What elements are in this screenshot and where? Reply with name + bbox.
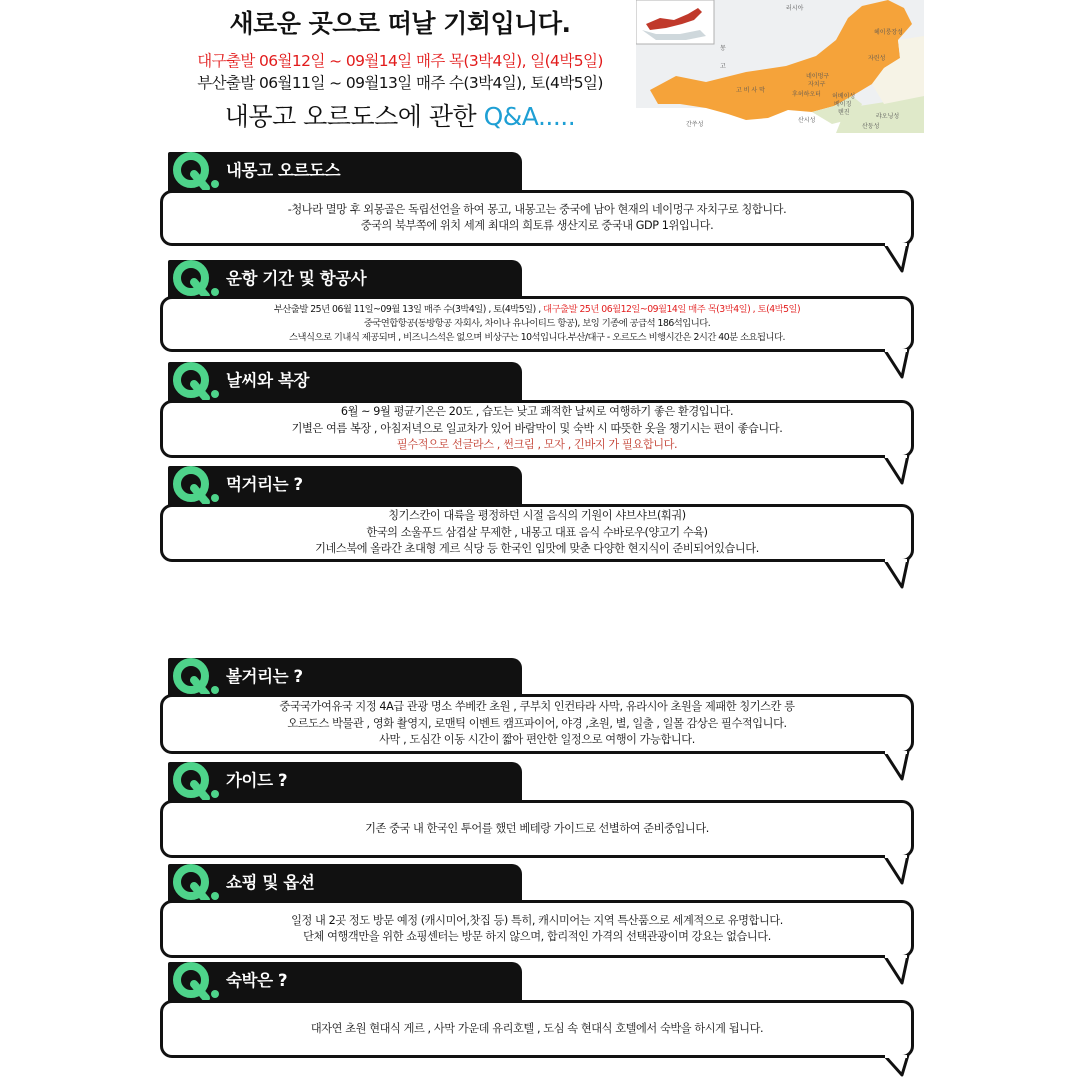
- answer-bubble: [160, 800, 914, 858]
- svg-text:러시아: 러시아: [786, 5, 804, 12]
- answer-line-highlight: 필수적으로 선글라스 , 썬크림 , 모자 , 긴바지 가 필요합니다.: [396, 438, 678, 452]
- question-tab: [168, 864, 522, 904]
- answer-line: 칭기스칸이 대륙을 평정하던 시절 음식의 기원이 샤브샤브(훠궈): [388, 509, 686, 523]
- qa-heading: [160, 97, 640, 133]
- question-title: 먹거리는 ?: [226, 475, 303, 494]
- answer-line: 사막 , 도심간 이동 시간이 짧아 편안한 일정으로 여행이 가능합니다.: [379, 733, 695, 747]
- answer-bubble: [160, 190, 914, 246]
- answer-line: 단체 여행객만을 위한 쇼핑센터는 방문 하지 않으며, 합리적인 가격의 선택관광이며 강요는 없습니다.: [303, 930, 771, 943]
- svg-text:간쑤성: 간쑤성: [686, 121, 704, 128]
- answer-line: 중국의 북부쪽에 위치 세계 최대의 희토류 생산지로 중국내 GDP 1위입니다.: [360, 219, 714, 232]
- svg-text:헤이룽장성: 헤이룽장성: [874, 29, 903, 36]
- busan-flight-text: 부산출발 25년 06월 11일~09월 13일 매주 수(3박4일) , 토(4박5일) ,: [273, 304, 544, 315]
- svg-text:네이멍구: 네이멍구: [806, 73, 830, 80]
- busan-schedule: 부산출발 06월11일 ~ 09월13일 매주 수(3박4일), 토(4박5일): [197, 74, 603, 92]
- question-tab: [168, 762, 522, 802]
- answer-line: 기존 중국 내 한국인 투어를 했던 베테랑 가이드로 선별하여 준비중입니다.: [365, 821, 709, 835]
- bubble-tail: [880, 559, 920, 591]
- question-title: 쇼핑 및 옵션: [226, 873, 315, 892]
- bubble-tail: [880, 751, 920, 783]
- question-tab: [168, 466, 522, 506]
- question-tab: [168, 962, 522, 1002]
- question-title: 날씨와 복장: [226, 371, 310, 390]
- q-icon: [172, 358, 220, 404]
- qa-heading-prefix: 내몽고 오르도스에 관한: [224, 102, 484, 131]
- header: [160, 0, 640, 133]
- answer-line: 기네스북에 올라간 초대형 게르 식당 등 한국인 입맛에 맞춘 다양한 현지식이 준비되어있습니다.: [315, 542, 759, 556]
- daegu-flight-text: 대구출발 25년 06월12일~09월14일 매주 목(3박4일) , 토(4박5일): [543, 304, 801, 315]
- bubble-tail: [880, 349, 920, 381]
- svg-text:자린성: 자린성: [868, 55, 886, 62]
- answer-bubble: [160, 400, 914, 458]
- svg-text:톈진: 톈진: [838, 109, 850, 116]
- answer-line: 6월 ~ 9월 평균기온은 20도 , 습도는 낮고 쾌적한 날씨로 여행하기 좋은 환경입니다.: [340, 405, 734, 419]
- question-tab: [168, 658, 522, 698]
- answer-bubble: [160, 296, 914, 352]
- answer-bubble: [160, 1000, 914, 1058]
- question-title: 가이드 ?: [226, 771, 288, 790]
- bubble-tail: [880, 1055, 920, 1077]
- answer-bubble: [160, 504, 914, 562]
- q-icon: [172, 958, 220, 1004]
- question-tab: [168, 260, 522, 300]
- question-title: 운항 기간 및 항공사: [226, 269, 367, 288]
- question-title: 볼거리는 ?: [226, 667, 303, 686]
- question-tab: [168, 152, 522, 192]
- svg-text:고: 고: [720, 63, 726, 70]
- inner-mongolia-map: [636, 0, 924, 133]
- page-title: 새로운 곳으로 떠날 기회입니다.: [229, 9, 571, 38]
- qa-heading-suffix: Q&A.....: [483, 102, 576, 131]
- svg-text:산둥성: 산둥성: [862, 123, 880, 130]
- svg-text:후허하오터: 후허하오터: [792, 91, 821, 98]
- bubble-tail: [880, 243, 920, 275]
- bubble-tail: [880, 855, 920, 887]
- answer-bubble: [160, 900, 914, 958]
- question-tab: [168, 362, 522, 402]
- answer-line: 스낵식으로 기내식 제공되며 , 비즈니스석은 없으며 비상구는 10석입니다.부산/대구 - 오르도스 비행시간은 2시간 40분 소요됩니다.: [289, 332, 785, 343]
- answer-line: 대자연 초원 현대식 게르 , 사막 가운데 유리호텔 , 도심 속 현대식 호텔에서 숙박을 하시게 됩니다.: [310, 1021, 764, 1035]
- bubble-tail: [880, 955, 920, 987]
- q-icon: [172, 758, 220, 804]
- svg-text:고 비 사 막: 고 비 사 막: [736, 87, 765, 94]
- answer-line: -청나라 멸망 후 외몽골은 독립선언을 하여 몽고, 내몽고는 중국에 남아 현재의 네이멍구 자치구로 칭합니다.: [287, 202, 787, 216]
- answer-line: 기별은 여름 복장 , 아침저녁으로 일교차가 있어 바람막이 및 숙박 시 따뜻한 옷을 챙기시는 편이 좋습니다.: [291, 421, 783, 435]
- svg-text:몽: 몽: [720, 45, 726, 52]
- svg-text:산시성: 산시성: [798, 117, 816, 124]
- answer-line: 오르도스 박물관 , 영화 촬영지, 로맨틱 이벤트 캠프파이어, 야경 ,초원, 별, 일출 , 일몰 감상은 필수적입니다.: [287, 716, 787, 730]
- question-title: 숙박은 ?: [226, 971, 288, 990]
- answer-line: 중국국가여유국 지정 4A급 관광 명소 쑤베칸 초원 , 쿠부치 인컨타라 사막, 유라시아 초원을 제패한 칭기스칸 릉: [279, 700, 795, 714]
- svg-text:베이징: 베이징: [834, 101, 852, 108]
- q-icon: [172, 462, 220, 508]
- svg-text:자치구: 자치구: [808, 81, 826, 88]
- answer-line: 한국의 소울푸드 삼겹살 무제한 , 내몽고 대표 음식 수바로우(양고기 수육): [366, 525, 708, 539]
- answer-bubble: [160, 694, 914, 754]
- bubble-tail: [880, 455, 920, 487]
- answer-line: [274, 303, 800, 317]
- answer-line: 일정 내 2곳 정도 방문 예정 (캐시미어,찻집 등) 특히, 캐시미어는 지역 특산품으로 세계적으로 유명합니다.: [291, 913, 783, 927]
- svg-text:허베이성: 허베이성: [832, 93, 856, 100]
- daegu-schedule: 대구출발 06월12일 ~ 09월14일 매주 목(3박4일), 일(4박5일): [197, 52, 603, 70]
- svg-text:랴오닝성: 랴오닝성: [876, 113, 900, 120]
- question-title: 내몽고 오르도스: [226, 161, 341, 180]
- q-icon: [172, 148, 220, 194]
- answer-line: 중국연합항공(동방항공 자회사, 차이나 유나이티드 항공), 보잉 기종에 공급석 186석입니다.: [363, 318, 711, 329]
